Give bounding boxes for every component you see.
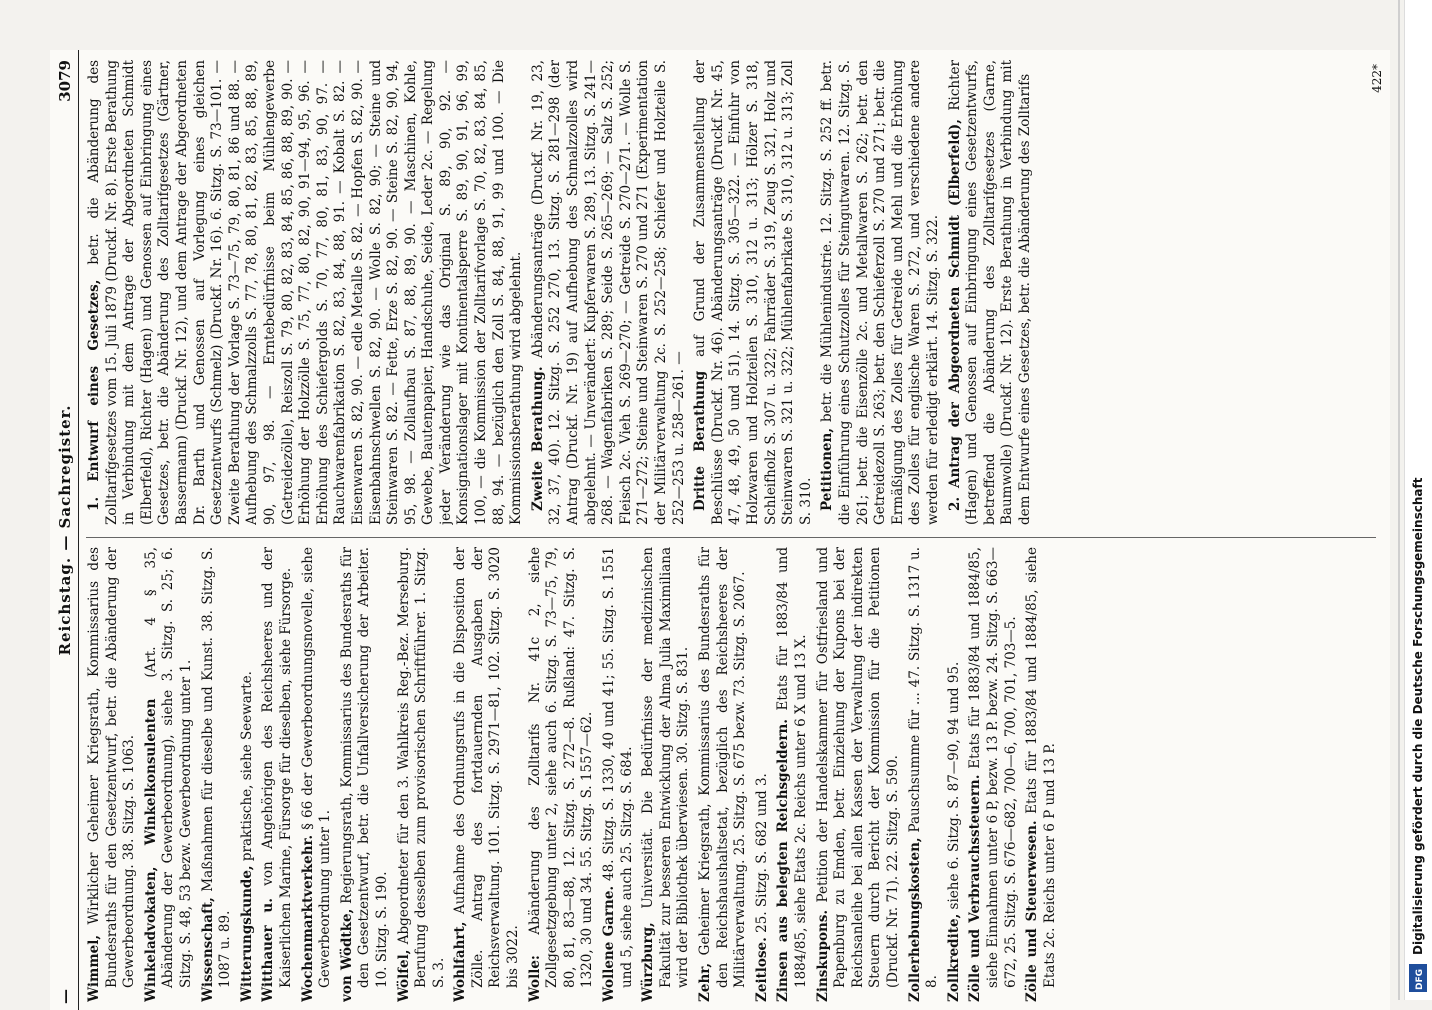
entry-keyword: Zollkredite, bbox=[945, 913, 962, 1002]
entry-keyword: Zeitlose. bbox=[753, 937, 770, 1002]
entry-text: Abgeordneter für den 3. Wahlkreis Reg.-Bez. Merseburg. Berufung desselben zum provisorischen Schriftführer. 1. Sitzg. S. 3. bbox=[395, 547, 447, 988]
header-title: Reichstag. — Sachregister. bbox=[56, 404, 74, 656]
entry-text: Maßnahmen für dieselbe und Kunst. 38. Sitzg. S. 1087 u. 89. bbox=[199, 547, 234, 988]
entry-keyword: Winkeladvokaten, Winkelkonsulenten bbox=[142, 698, 159, 1002]
index-entry bbox=[775, 547, 810, 1002]
dfg-logo bbox=[1406, 962, 1430, 994]
index-entry bbox=[339, 547, 392, 1002]
right-column bbox=[86, 60, 1376, 525]
paragraph-lead: 2. Antrag der Abgeordneten Schmidt (Elberfeld), bbox=[946, 119, 963, 511]
paragraph-lead: Petitionen, bbox=[819, 427, 836, 511]
dfg-logo-text: DFG bbox=[1415, 968, 1425, 990]
index-paragraph bbox=[947, 60, 1035, 525]
index-entry bbox=[143, 547, 196, 1002]
column-divider bbox=[86, 537, 1376, 538]
entry-text: Etats für 1883/84 und 1884/85, siehe Etats 2c. Reichs unter 6 P und 13 P. bbox=[1024, 547, 1058, 988]
index-entry bbox=[946, 547, 964, 1002]
entry-text: Petition der Handelskammer für Ostfriesland und Papenburg zu Emden, betr. Einziehung der Kupons bei der Reichsanleihe bei allen Kassen der Verwaltung der indirekten Steuern durch Bericht der Kommission für die Petitionen (Druckf. Nr. 71). 22. Sitzg. S. 590. bbox=[814, 547, 901, 988]
index-entry bbox=[396, 547, 449, 1002]
index-entry bbox=[601, 547, 636, 1002]
entry-keyword: von Wödtke, bbox=[338, 908, 355, 1002]
index-paragraph bbox=[86, 60, 526, 525]
paragraph-text: betr. die Abänderung des Zolltarifgesetzes vom 15. Juli 1879 (Druckf. Nr. 8). Erste Berathung in Verbindung mit dem Antrage der Abgeordneten Schmidt (Elberfeld), Richter (Hagen) und Genossen auf Einbringung eines Gesetzes, betr. die Abänderung des Zolltarifgesetzes (Gärtner, Bassermann) (Druckf. Nr. 12), und dem Antrage der Abgeordneten Dr. Barth und Genossen auf Vorlegung eines gleichen Gesetzentwurfs (Schmelz) (Druckf. Nr. 16). 6. Sitzg. S. 73—101. — Zweite Berathung der Vorlage S. 73—75, 79, 80, 81, 86 und 88. — Aufhebung des Schmalzzolls S. 77, 78, 80, 81, 82, 83, 85, 88, 89, 90, 97, 98. — Erntebedürfnisse beim Mühlengewerbe (Getreidezölle), Reiszoll S. 79, 80, 82, 83, 84, 85, 86, 88, 89, 90. — Erhöhung der Holzzölle S. 75, 77, 80, 82, 90, 91—94, 95, 96. — Erhöhung des Schiefergolds S. 70, 77, 80, 81, 83, 90, 97. — Rauchwarenfabrikation S. 82, 83, 84, 88, 91. — Kobalt S. 82. — Eisenwaren S. 82, 90. — edle Metalle S. 82. — Hopfen S. 82, 90. — Eisenbahnschwellen S. 82, 90. — Wolle S. 82, 90; — Steine und Steinwaren S. 82. — Fette, Erze S. 82, 90. — Steine S. 82, 90, 94, 95, 98. — Zollaufbau S. 87, 88, 89, 90. — Maschinen, Kohle, Gewebe, Bautenpapier, Handschuhe, Seide, Leder 2c. — Regelung jeder Veränderung wie das Original S. 89, 90, 92. — Konsignationslager mit Kontinentalsperre S. 89, 90, 91, 96, 99, 100, — die Kommission der Zolltarifvorlage S. 70, 82, 83, 84, 85, 88, 94. — bezüglich den Zoll S. 84, 88, 91, 99 und 100. — Die Kommissionsberathung wird abgelehnt. bbox=[86, 60, 525, 525]
index-paragraph bbox=[819, 60, 942, 525]
entry-text: Wirklicher Geheimer Kriegsrath, Kommissarius des Bundesraths für den Gesetzentwurf, betr. die Abänderung der Gewerbeordnung. 38. Sitzg. S. 1063. bbox=[86, 547, 138, 988]
entry-keyword: Wochenmarktverkehr. bbox=[299, 834, 316, 1002]
index-entry bbox=[527, 547, 597, 1002]
entry-keyword: Zollerhebungskosten, bbox=[906, 837, 923, 1002]
entry-text: Etats für 1883/84 und 1884/85, siehe Etats 2c. Reichs unter 6 X und 13 X. bbox=[775, 547, 809, 988]
entry-text: praktische, siehe Seewarte. bbox=[238, 671, 255, 862]
paragraph-lead: Zweite Berathung. bbox=[529, 366, 546, 511]
entry-text: siehe 6. Sitzg. S. 87—90, 94 und 95. bbox=[945, 661, 962, 910]
page-number: 3079 bbox=[56, 60, 74, 102]
rotated-document-page bbox=[50, 50, 1390, 1010]
index-entry bbox=[452, 547, 522, 1002]
entry-keyword: Witthauer u. bbox=[260, 898, 277, 1002]
entry-text: Aufnahme des Ordnungsrufs in die Disposition der Zölle. Antrag des fortdauernden Ausgaben der Reichsverwaltung. 101. Sitzg. S. 2971—81, 102. Sitzg. S. 3020 bis 3022. bbox=[452, 547, 522, 988]
index-entry bbox=[1024, 547, 1059, 1002]
entry-text: Regierungsrath, Kommissarius des Bundesraths für den Gesetzentwurf, betr. die Unfallversicherung der Arbeiter. 10. Sitzg. S. 190. bbox=[338, 547, 390, 988]
entry-text: Etats für 1883/84 und 1884/85, siehe Einnahmen unter 6 P, bezw. 13 P. bezw. 24. Sitzg. S. 663—672, 25. Sitzg. S. 676—682, 700—6, 700, 701, 703—5. bbox=[967, 547, 1019, 988]
index-entry bbox=[907, 547, 942, 1002]
index-entry bbox=[815, 547, 903, 1002]
running-header bbox=[50, 50, 79, 1010]
paragraph-text: Richter (Hagen) und Genossen auf Einbringung eines Gesetzentwurfs, betreffend die Abänderung des Zolltarifgesetzes (Garne, Baumwolle) (Druckf. Nr. 12). Erste Berathung in Verbindung mit dem Entwurfe eines Gesetzes, betr. die Abänderung des Zolltarifs bbox=[946, 60, 1033, 525]
entry-keyword: Wimmel, bbox=[86, 934, 102, 1002]
index-entry bbox=[200, 547, 235, 1002]
entry-keyword: Wollene Garne. bbox=[601, 885, 618, 1002]
index-entry bbox=[697, 547, 750, 1002]
entry-keyword: Wölfel, bbox=[395, 949, 412, 1002]
entry-keyword: Zölle und Verbrauchssteuern. bbox=[967, 774, 984, 1002]
paragraph-text: betr. die Mühlenindustrie. 12. Sitzg. S. 252 ff. betr. die Einführung eines Schutzzolles für Steingutwaren. 12. Sitzg. S. 261; betr. die Eisenzölle 2c. und Metallwaren S. 262; betr. den Getreidezoll S. 263; betr. den Schieferzoll S. 270 und 271; betr. die Ermäßigung des Zolles für Getreide und Mehl und die Erhöhung des Zolles für englische Waren S. 272, und verschiedene andere werden für erledigt erklärt. 14. Sitzg. S. 322. bbox=[819, 60, 941, 525]
entry-text: Abänderung des Zolltarifs Nr. 41c 2, siehe Zollgesetzgebung unter 2, siehe auch 6. Sitzg. S. 73—75, 79, 80, 81, 83—88, 12. Sitzg. S. 272—8. Rußland: 47. Sitzg. S. 1320, 30 und 34. 55. Sitzg. S. 1557—62. bbox=[526, 547, 596, 988]
entry-text: Pauschsumme für ... 47. Sitzg. S. 1317 u. 8. bbox=[906, 547, 941, 988]
scan-edge bbox=[1398, 0, 1400, 1000]
dfg-logo-icon bbox=[1406, 962, 1430, 994]
entry-keyword: Würzburg, bbox=[640, 922, 657, 1002]
entry-keyword: Wohlfahrt, bbox=[452, 921, 469, 1002]
index-entry bbox=[239, 547, 257, 1002]
index-entry bbox=[640, 547, 693, 1002]
entry-keyword: Wissenschaft, bbox=[199, 897, 216, 1002]
entry-text: von Angehörigen des Reichsheeres und der Kaiserlichen Marine, Fürsorge für dieselben, siehe Fürsorge. bbox=[260, 547, 294, 988]
index-entry bbox=[300, 547, 335, 1002]
entry-keyword: Zinskupons. bbox=[814, 909, 831, 1002]
entry-keyword: Zölle und Steuerwesen. bbox=[1024, 820, 1041, 1002]
index-entry bbox=[754, 547, 772, 1002]
entry-text: 25. Sitzg. S. 682 und 3. bbox=[753, 773, 770, 933]
header-mark: — bbox=[56, 989, 74, 1004]
funding-notice: Digitalisierung gefördert durch die Deutsche Forschungsgemeinschaft bbox=[1411, 477, 1425, 955]
signature-mark: 422* bbox=[1370, 64, 1384, 93]
digitization-strip bbox=[1404, 0, 1432, 1000]
entry-text: (Art. 4 § 35, Abänderung der Gewerbeordnung), siehe 3. Sitzg. S. 25; 6. Sitzg. S. 48, 53 bezw. Gewerbeordnung unter 1. bbox=[142, 547, 194, 988]
entry-text: § 66 der Gewerbeordnungsnovelle, siehe Gewerbeordnung unter 1. bbox=[299, 547, 334, 988]
entry-text: 48. Sitzg. S. 1330, 40 und 41; 55. Sitzg. S. 1551 und 5, siehe auch 25. Sitzg. S. 684. bbox=[601, 547, 635, 988]
entry-keyword: Zehr, bbox=[697, 962, 713, 1002]
entry-keyword: Witterungskunde, bbox=[238, 865, 255, 1002]
index-entry bbox=[967, 547, 1020, 1002]
entry-keyword: Wolle: bbox=[526, 955, 543, 1002]
entry-keyword: Zinsen aus belegten Reichsgeldern. bbox=[775, 719, 792, 1002]
index-paragraph bbox=[692, 60, 815, 525]
paragraph-lead: Dritte Berathung bbox=[692, 370, 709, 511]
paragraph-text: auf Grund der Zusammenstellung der Beschlüsse (Druckf. Nr. 46). Abänderungsanträge (Druckf. Nr. 45, 47, 48, 49, 50 und 51). 14. Sitzg. S. 305—322. — Einfuhr von Holzwaren und Holzteilen S. 310, 312 u. 313; Hölzer S. 318, Schleifholz S. 307 u. 322; Fahrräder S. 319, Zeug S. 321, Holz und Steinwaren S. 321 u. 322; Mühlenfabrikate S. 310, 312 u. 313; Zoll S. 310. bbox=[692, 60, 814, 525]
index-entry bbox=[86, 547, 139, 1002]
entry-text: Universität. Die Bedürfnisse der medizinischen Fakultät zur besseren Entwicklung der Alma Julia Maximiliana wird der Bibliothek überwiesen. 30. Sitzg. S. 831. bbox=[640, 547, 692, 988]
index-entry bbox=[260, 547, 295, 1002]
paragraph-text: Abänderungsanträge (Druckf. Nr. 19, 23, 32, 37, 40). 12. Sitzg. S. 252 270, 13. Sitzg. S. 281—298 (der Antrag (Druckf. Nr. 19) auf Aufhebung des Schmalzzolles wird abgelehnt. — Unverändert: Kupferwaren S. 289, 13. Sitzg. S. 241—268. — Wagenfabriken S. 289; Seide S. 265—269; — Salz S. 252; Fleisch 2c. Vieh S. 269—270; — Getreide S. 270—271. — Wolle S. 271—272; Steine und Steinwaren S. 270 und 271 (Experimentation der Militärverwaltung 2c. S. 252—258; Schiefer und Holzteile S. 252—253 u. 258—261. — bbox=[529, 60, 687, 525]
paragraph-lead: 1. Entwurf eines Gesetzes, bbox=[86, 279, 102, 511]
index-paragraph bbox=[530, 60, 688, 525]
left-column bbox=[86, 547, 1376, 1002]
entry-text: Geheimer Kriegsrath, Kommissarius des Bundesraths für den Reichshaushaltsetat, bezüglich des Reichsheeres der Militärverwaltung. 25. Sitzg. S. 675 bezw. 73. Sitzg. S. 2067. bbox=[697, 547, 749, 988]
